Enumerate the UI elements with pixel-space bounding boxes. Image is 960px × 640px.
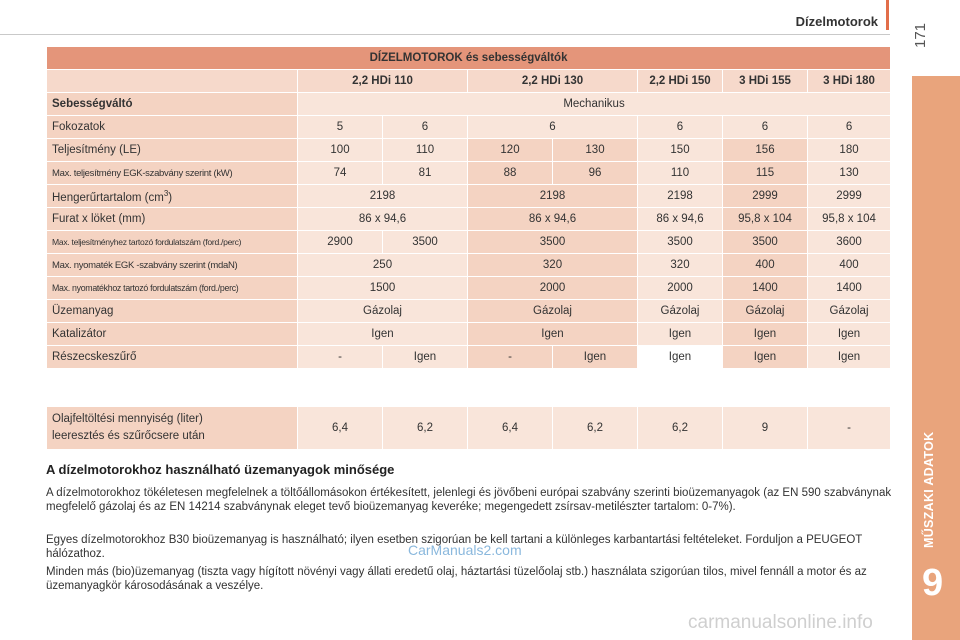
header-divider	[0, 34, 890, 35]
table-cell: 110	[638, 162, 723, 185]
row-label: Max. teljesítményhez tartozó fordulatszám (ford./perc)	[47, 231, 298, 254]
row-label: Fokozatok	[47, 116, 298, 139]
header-accent-mark	[886, 0, 889, 30]
table-cell: 6	[468, 116, 638, 139]
row-label	[47, 407, 298, 450]
table-cell: 2900	[298, 231, 383, 254]
paragraph: A dízelmotorokhoz tökéletesen megfelelnek a töltőállomásokon értékesített, jelenlegi és jövőbeni európai szabvány szerinti bioüzemanyagok (az EN 590 szabványnak megfelelő gázolaj és az EN 14214 szabványnak eleget tevő bioüzemanyag keveréke; megengedett zsírsav-metilészter tartalom: 0-7%).	[46, 487, 892, 513]
table-title: DÍZELMOTOROK és sebességváltók	[47, 47, 891, 70]
table-cell: 320	[638, 254, 723, 277]
table-row	[47, 407, 891, 450]
table-title-row	[47, 47, 891, 70]
row-label-suffix: )	[168, 191, 173, 204]
table-cell: Mechanikus	[298, 93, 891, 116]
engine-spec-table	[46, 46, 891, 369]
oil-label-line2: leeresztés és szűrőcsere után	[52, 430, 205, 442]
table-row	[47, 208, 891, 231]
row-label: Sebességváltó	[47, 93, 298, 116]
table-cell: Gázolaj	[298, 300, 468, 323]
table-cell: Igen	[298, 323, 468, 346]
table-cell: Gázolaj	[468, 300, 638, 323]
table-row	[47, 277, 891, 300]
table-cell: 2000	[638, 277, 723, 300]
table-cell: 6,2	[383, 407, 468, 450]
table-cell: Igen	[553, 346, 638, 369]
table-cell: Igen	[638, 323, 723, 346]
table-cell: 115	[723, 162, 808, 185]
table-row	[47, 93, 891, 116]
table-cell: 6	[383, 116, 468, 139]
row-label: Teljesítmény (LE)	[47, 139, 298, 162]
engine-header: 2,2 HDi 110	[298, 70, 468, 93]
engine-header: 2,2 HDi 150	[638, 70, 723, 93]
header-empty-cell	[47, 70, 298, 93]
table-cell: Igen	[808, 323, 891, 346]
table-cell: 1500	[298, 277, 468, 300]
table-row	[47, 254, 891, 277]
table-cell: 86 x 94,6	[468, 208, 638, 231]
row-label: Katalizátor	[47, 323, 298, 346]
table-cell: 320	[468, 254, 638, 277]
table-cell: 6,2	[553, 407, 638, 450]
table-cell: 86 x 94,6	[638, 208, 723, 231]
table-cell: 6,4	[468, 407, 553, 450]
table-cell: 250	[298, 254, 468, 277]
row-label: Részecskeszűrő	[47, 346, 298, 369]
table-cell: -	[468, 346, 553, 369]
table-cell: 3500	[723, 231, 808, 254]
table-cell: 6	[808, 116, 891, 139]
paragraph: Egyes dízelmotorokhoz B30 bioüzemanyag is használható; ilyen esetben szigorúan be kell tartani a különleges karbantartási feltételeket. Forduljon a PEUGEOT hálózathoz.	[46, 534, 863, 560]
table-cell: 130	[553, 139, 638, 162]
table-row	[47, 346, 891, 369]
table-cell: Gázolaj	[638, 300, 723, 323]
row-label: Üzemanyag	[47, 300, 298, 323]
oil-capacity-table	[46, 406, 891, 450]
table-cell: 6	[638, 116, 723, 139]
chapter-number: 9	[922, 562, 944, 604]
table-cell: 2198	[638, 185, 723, 208]
table-cell: 2198	[468, 185, 638, 208]
table-cell: 1400	[723, 277, 808, 300]
table-row	[47, 323, 891, 346]
engine-header: 3 HDi 155	[723, 70, 808, 93]
table-cell: 110	[383, 139, 468, 162]
table-cell: 81	[383, 162, 468, 185]
table-row	[47, 185, 891, 208]
watermark: carmanualsonline.info	[688, 612, 873, 633]
table-cell: 2999	[723, 185, 808, 208]
table-cell: 6,2	[638, 407, 723, 450]
table-cell: 9	[723, 407, 808, 450]
table-row	[47, 162, 891, 185]
table-cell: 95,8 x 104	[808, 208, 891, 231]
table-row	[47, 139, 891, 162]
table-cell: Igen	[723, 323, 808, 346]
engine-header-row	[47, 70, 891, 93]
section-side-label: MŰSZAKI ADATOK	[922, 431, 936, 548]
table-row	[47, 231, 891, 254]
table-cell: 95,8 x 104	[723, 208, 808, 231]
table-cell: Igen	[808, 346, 891, 369]
table-cell: Igen	[383, 346, 468, 369]
engine-header: 2,2 HDi 130	[468, 70, 638, 93]
table-cell: Gázolaj	[808, 300, 891, 323]
row-label: Max. teljesítmény EGK-szabvány szerint (kW)	[47, 162, 298, 185]
table-cell: 100	[298, 139, 383, 162]
table-cell: 3500	[383, 231, 468, 254]
table-cell: Igen	[468, 323, 638, 346]
row-label-text: Hengerűrtartalom (cm	[52, 191, 164, 204]
table-cell: 6	[723, 116, 808, 139]
table-cell: 88	[468, 162, 553, 185]
watermark: CarManuals2.com	[408, 542, 522, 558]
table-cell: 3600	[808, 231, 891, 254]
table-cell: Gázolaj	[723, 300, 808, 323]
oil-label-line1: Olajfeltöltési mennyiség (liter)	[52, 413, 203, 425]
table-row	[47, 300, 891, 323]
table-cell: 3500	[468, 231, 638, 254]
table-cell: 2999	[808, 185, 891, 208]
row-label: Max. nyomatékhoz tartozó fordulatszám (ford./perc)	[47, 277, 298, 300]
engine-header: 3 HDi 180	[808, 70, 891, 93]
table-cell: 2000	[468, 277, 638, 300]
table-cell: 120	[468, 139, 553, 162]
row-label: Max. nyomaték EGK -szabvány szerint (mdaN)	[47, 254, 298, 277]
table-cell: 5	[298, 116, 383, 139]
chapter-side-tab	[912, 76, 960, 640]
table-row	[47, 116, 891, 139]
row-label-superscript: 3	[163, 188, 169, 198]
table-cell: -	[808, 407, 891, 450]
row-label	[47, 185, 298, 208]
table-cell: 150	[638, 139, 723, 162]
table-cell: -	[298, 346, 383, 369]
table-cell: 400	[723, 254, 808, 277]
table-cell: 96	[553, 162, 638, 185]
page-header-title: Dízelmotorok	[795, 14, 878, 29]
table-cell: Igen	[638, 346, 723, 369]
table-cell: 156	[723, 139, 808, 162]
table-cell: 180	[808, 139, 891, 162]
table-cell: 3500	[638, 231, 723, 254]
table-cell: Igen	[723, 346, 808, 369]
table-cell: 86 x 94,6	[298, 208, 468, 231]
table-cell: 74	[298, 162, 383, 185]
table-cell: 2198	[298, 185, 468, 208]
page-number: 171	[912, 22, 929, 48]
table-cell: 1400	[808, 277, 891, 300]
row-label: Furat x löket (mm)	[47, 208, 298, 231]
table-cell: 130	[808, 162, 891, 185]
paragraph: Minden más (bio)üzemanyag (tiszta vagy hígított növényi vagy állati eredetű olaj, háztartási tüzelőolaj stb.) használata szigorúan tilos, mivel fennáll a motor és az üzemanyagkör károsodásának a veszélye.	[46, 566, 867, 592]
table-cell: 6,4	[298, 407, 383, 450]
table-cell: 400	[808, 254, 891, 277]
section-title: A dízelmotorokhoz használható üzemanyagok minősége	[46, 462, 395, 477]
